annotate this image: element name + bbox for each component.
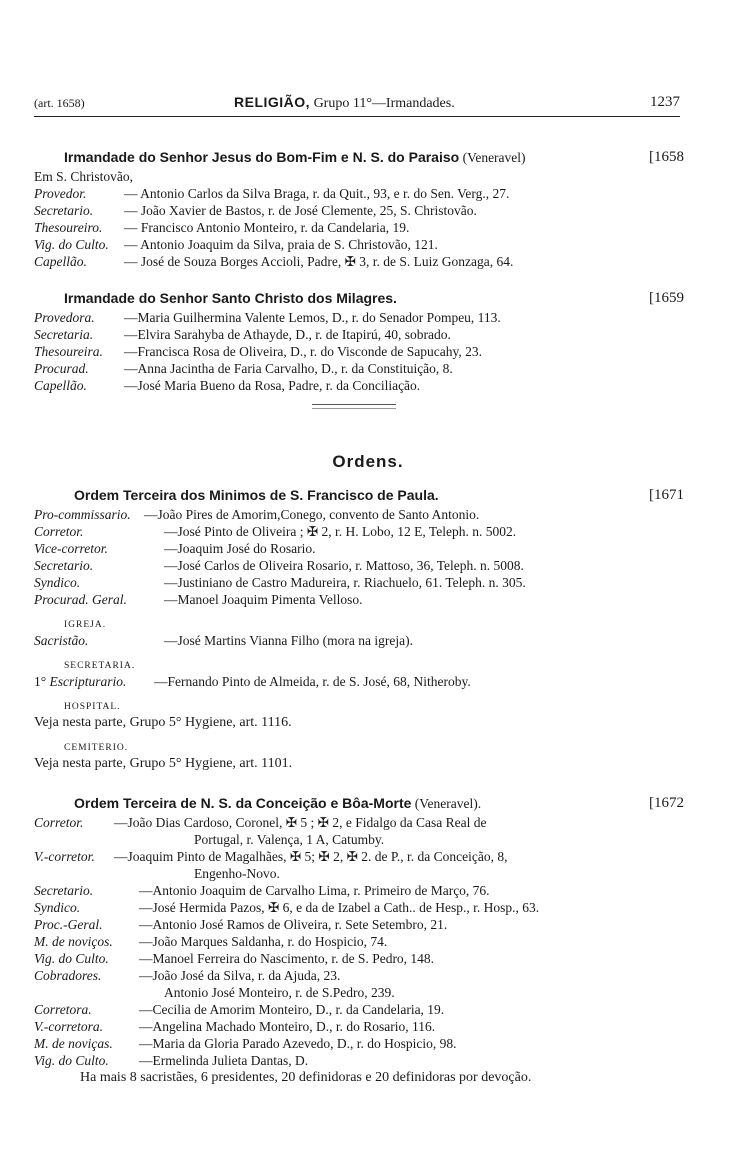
row-text: —Joaquim José do Rosario.	[164, 541, 316, 556]
entry-row	[34, 899, 684, 916]
row-text: —Justiniano de Castro Madureira, r. Riachuelo, 61. Teleph. n. 305.	[164, 575, 526, 590]
row-text: —Anna Jacintha de Faria Carvalho, D., r. da Constituição, 8.	[124, 361, 453, 376]
entry-1672	[34, 792, 684, 1086]
sub-heading-cemiterio: CEMITERIO.	[64, 743, 129, 753]
entry-row-continuation	[34, 984, 684, 1001]
row-label: V.-corretor.	[34, 849, 95, 864]
row-text: —João Pires de Amorim,Conego, convento de Santo Antonio.	[144, 507, 480, 522]
entry-1658	[34, 146, 684, 270]
row-label: Corretor.	[34, 815, 84, 830]
entry-footer: Ha mais 8 sacristães, 6 presidentes, 20 definidoras e 20 definidoras por devoção.	[80, 1070, 532, 1085]
row-label: Proc.-Geral.	[34, 917, 103, 932]
entry-row	[34, 309, 684, 326]
row-label: Secretario.	[34, 203, 94, 218]
row-label: Pro-commissario.	[34, 507, 131, 522]
running-title-bold: RELIGIÃO,	[234, 94, 311, 110]
row-label: Thesoureira.	[34, 344, 103, 359]
row-label: Cobradores.	[34, 968, 102, 983]
row-text: —Antonio José Ramos de Oliveira, r. Sete Setembro, 21.	[139, 917, 448, 932]
entry-location: Em S. Christovão,	[34, 169, 134, 184]
entry-row	[34, 574, 684, 591]
running-title-rest: Grupo 11°—Irmandades.	[313, 96, 455, 111]
row-label: Escripturario.	[49, 674, 127, 689]
row-label: Syndico.	[34, 575, 81, 590]
row-text: —José Carlos de Oliveira Rosario, r. Mattoso, 36, Teleph. n. 5008.	[164, 558, 524, 573]
row-text: — Antonio Joaquim da Silva, praia de S. Christovão, 121.	[124, 237, 438, 252]
row-text: —João Marques Saldanha, r. do Hospicio, 74.	[139, 934, 388, 949]
row-text: —Fernando Pinto de Almeida, r. de S. José, 68, Nitheroby.	[154, 674, 471, 689]
entry-row	[34, 916, 684, 933]
entry-row	[34, 540, 684, 557]
entry-row	[34, 1001, 684, 1018]
entry-title	[34, 484, 684, 506]
row-label: Provedor.	[34, 186, 87, 201]
row-label: M. de noviços.	[34, 934, 113, 949]
entry-number: [1659	[649, 290, 684, 306]
page-number: 1237	[650, 94, 680, 110]
entry-title-text: Irmandade do Senhor Santo Christo dos Milagres.	[64, 290, 397, 306]
row-label: Corretor.	[34, 524, 84, 539]
entry-row	[34, 882, 684, 899]
row-label: Vice-corretor.	[34, 541, 108, 556]
row-text: — Antonio Carlos da Silva Braga, r. da Quit., 93, e r. do Sen. Verg., 27.	[124, 186, 510, 201]
row-label: Vig. do Culto.	[34, 1053, 109, 1068]
section-title: Ordens.	[332, 452, 404, 471]
row-text: —Cecilia de Amorim Monteiro, D., r. da Candelaria, 19.	[139, 1002, 445, 1017]
entry-row	[34, 360, 684, 377]
entry-row	[34, 377, 684, 394]
entry-title	[34, 792, 684, 814]
entry-title	[34, 146, 684, 168]
row-label: Secretario.	[34, 883, 94, 898]
running-title	[234, 94, 455, 112]
divider-rule	[312, 404, 396, 409]
row-label: Vig. do Culto.	[34, 951, 109, 966]
row-text: —Elvira Sarahyba de Athayde, D., r. de Itapirú, 40, sobrado.	[124, 327, 451, 342]
row-label: Secretario.	[34, 558, 94, 573]
row-text: —João Dias Cardoso, Coronel, ✠ 5 ; ✠ 2, e Fidalgo da Casa Real de	[114, 815, 487, 830]
row-text: —Joaquim Pinto de Magalhães, ✠ 5; ✠ 2, ✠ 2. de P., r. da Conceição, 8,	[114, 849, 508, 864]
row-label: Syndico.	[34, 900, 81, 915]
sub-heading-igreja: IGREJA.	[64, 620, 107, 630]
row-text: — José de Souza Borges Accioli, Padre, ✠ 3, r. de S. Luiz Gonzaga, 64.	[124, 254, 514, 269]
entry-row	[34, 253, 684, 270]
row-text: —José Hermida Pazos, ✠ 6, e da de Izabel a Cath.. de Hesp., r. Hosp., 63.	[139, 900, 540, 915]
row-text: —Antonio Joaquim de Carvalho Lima, r. Primeiro de Março, 76.	[139, 883, 490, 898]
entry-row	[34, 506, 684, 523]
row-text: —Manoel Joaquim Pimenta Velloso.	[164, 592, 363, 607]
row-text: —Manoel Ferreira do Nascimento, r. de S. Pedro, 148.	[139, 951, 435, 966]
row-text: —José Martins Vianna Filho (mora na igreja).	[164, 633, 414, 648]
entry-title-text: Irmandade do Senhor Jesus do Bom-Fim e N. S. do Paraiso	[64, 149, 460, 165]
row-label: Vig. do Culto.	[34, 237, 109, 252]
row-text: —Maria Guilhermina Valente Lemos, D., r. do Senador Pompeu, 113.	[124, 310, 501, 325]
page-header	[34, 92, 680, 117]
entry-number: [1658	[649, 149, 684, 165]
row-text: —Ermelinda Julieta Dantas, D.	[139, 1053, 309, 1068]
entry-row	[34, 1035, 684, 1052]
entry-title-text: Ordem Terceira dos Minimos de S. Francisco de Paula.	[74, 487, 439, 503]
hospital-text: Veja nesta parte, Grupo 5° Hygiene, art. 1116.	[34, 715, 292, 730]
row-label: Capellão.	[34, 254, 87, 269]
row-text: — Francisco Antonio Monteiro, r. da Candelaria, 19.	[124, 220, 410, 235]
entry-row-continuation	[34, 831, 684, 848]
entry-1671	[34, 484, 684, 772]
entry-row	[34, 236, 684, 253]
row-text: —José Maria Bueno da Rosa, Padre, r. da Conciliação.	[124, 378, 421, 393]
row-text: —Francisca Rosa de Oliveira, D., r. do Visconde de Sapucahy, 23.	[124, 344, 482, 359]
entry-title-text: Ordem Terceira de N. S. da Conceição e Bôa-Morte	[74, 795, 412, 811]
entry-title-suffix: (Veneravel).	[414, 796, 482, 811]
cemiterio-text: Veja nesta parte, Grupo 5° Hygiene, art. 1101.	[34, 756, 293, 771]
entry-title	[34, 287, 684, 309]
row-label: Sacristão.	[34, 633, 89, 648]
row-label: M. de noviças.	[34, 1036, 113, 1051]
row-prefix: 1°	[34, 674, 47, 689]
entry-row	[34, 591, 684, 608]
entry-row	[34, 848, 684, 865]
row-continuation-text: Engenho-Novo.	[194, 866, 280, 881]
entry-row	[34, 1052, 684, 1069]
entry-row	[34, 523, 684, 540]
entry-row	[34, 967, 684, 984]
entry-row	[34, 814, 684, 831]
entry-row	[34, 632, 684, 649]
entry-row	[34, 673, 684, 690]
row-label: Thesoureiro.	[34, 220, 103, 235]
entry-number: [1672	[649, 795, 684, 811]
row-continuation-text: Antonio José Monteiro, r. de S.Pedro, 239.	[164, 985, 395, 1000]
entry-number: [1671	[649, 487, 684, 503]
entry-row	[34, 219, 684, 236]
row-label: Procurad.	[34, 361, 89, 376]
sub-heading-secretaria: SECRETARIA.	[64, 661, 136, 671]
row-label: Procurad. Geral.	[34, 592, 127, 607]
entry-row	[34, 950, 684, 967]
row-label: Secretaria.	[34, 327, 94, 342]
entry-row	[34, 185, 684, 202]
row-label: Capellão.	[34, 378, 87, 393]
sub-heading-hospital: HOSPITAL.	[64, 702, 121, 712]
row-text: — João Xavier de Bastos, r. de José Clemente, 25, S. Christovão.	[124, 203, 477, 218]
row-text: —João José da Silva, r. da Ajuda, 23.	[139, 968, 341, 983]
row-continuation-text: Portugal, r. Valença, 1 A, Catumby.	[194, 832, 385, 847]
entry-row	[34, 343, 684, 360]
row-label: Corretora.	[34, 1002, 92, 1017]
entry-row	[34, 933, 684, 950]
entry-row	[34, 202, 684, 219]
row-text: —Maria da Gloria Parado Azevedo, D., r. do Hospicio, 98.	[139, 1036, 457, 1051]
entry-1659	[34, 287, 684, 394]
article-ref: (art. 1658)	[34, 96, 85, 110]
row-text: —José Pinto de Oliveira ; ✠ 2, r. H. Lobo, 12 E, Teleph. n. 5002.	[164, 524, 517, 539]
entry-row	[34, 326, 684, 343]
row-text: —Angelina Machado Monteiro, D., r. do Rosario, 116.	[139, 1019, 436, 1034]
row-label: Provedora.	[34, 310, 95, 325]
entry-row-continuation	[34, 865, 684, 882]
entry-row	[34, 557, 684, 574]
entry-title-suffix: (Veneravel)	[462, 150, 526, 165]
row-label: V.-corretora.	[34, 1019, 103, 1034]
entry-row	[34, 1018, 684, 1035]
